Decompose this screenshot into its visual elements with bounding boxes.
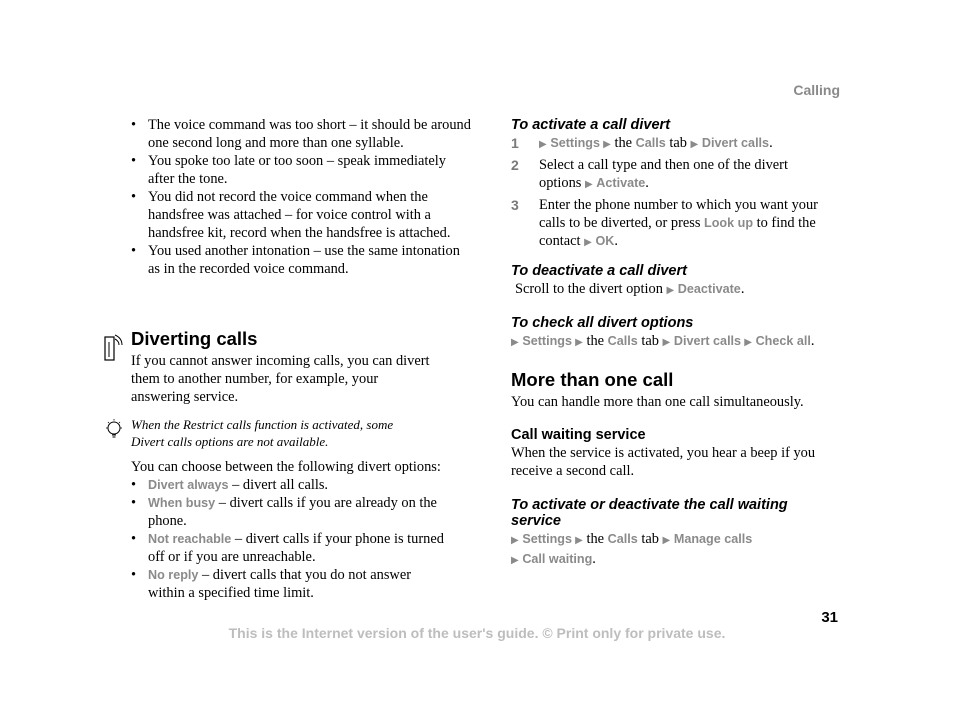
arrow-right-icon: ▶ bbox=[511, 535, 519, 546]
section-title: Calling bbox=[793, 82, 840, 98]
menu-item-when-busy: When busy bbox=[148, 496, 216, 510]
deactivate-divert-text: Scroll to the divert option ▶ Deactivate. bbox=[515, 281, 745, 297]
activate-call-waiting-path: ▶ Settings ▶ the Calls tab ▶ Manage calls ▶ Call waiting. bbox=[511, 531, 753, 567]
list-item: • You spoke too late or too soon – speak immediately after the tone. bbox=[131, 153, 446, 187]
list-item: • You did not record the voice command when the handsfree was attached – for voice control with a handsfree kit, record when the handsfree is attached. bbox=[131, 189, 451, 241]
arrow-right-icon: ▶ bbox=[539, 139, 547, 150]
deactivate-divert-title: To deactivate a call divert bbox=[511, 263, 687, 279]
check-divert-title: To check all divert options bbox=[511, 315, 694, 331]
menu-item-divert-always: Divert always bbox=[148, 478, 229, 492]
step-item: 3 Enter the phone number to which you want your calls to be diverted, or press Look up to find the contact ▶ OK. bbox=[511, 197, 818, 249]
step-item: 2 Select a call type and then one of the divert options ▶ Activate. bbox=[511, 157, 788, 191]
list-item: • When busy – divert calls if you are already on the phone. bbox=[131, 495, 437, 529]
list-item: • The voice command was too short – it should be around one second long and more than one syllable. bbox=[131, 117, 471, 151]
activate-call-waiting-title: To activate or deactivate the call waiting service bbox=[511, 497, 788, 529]
arrow-right-icon: ▶ bbox=[662, 337, 671, 348]
menu-item-no-reply: No reply bbox=[148, 568, 199, 582]
intro-bullet-list bbox=[131, 116, 471, 278]
arrow-right-icon: ▶ bbox=[584, 237, 592, 248]
divert-options bbox=[131, 476, 451, 602]
copyright-notice: This is the Internet version of the user's guide. © Print only for private use. bbox=[228, 625, 726, 641]
activate-divert-steps bbox=[511, 134, 831, 252]
list-item: • Not reachable – divert calls if your phone is turned off or if you are unreachable. bbox=[131, 531, 444, 565]
arrow-right-icon: ▶ bbox=[511, 337, 519, 348]
diverting-calls-heading: Diverting calls bbox=[131, 328, 258, 349]
more-than-one-call-heading: More than one call bbox=[511, 369, 674, 390]
step-list bbox=[511, 134, 831, 252]
arrow-right-icon: ▶ bbox=[572, 337, 583, 348]
arrow-right-icon: ▶ bbox=[666, 285, 675, 296]
phone-icon bbox=[101, 332, 125, 362]
list-item: • Divert always – divert all calls. bbox=[131, 477, 329, 493]
list-item: • No reply – divert calls that you do not answer within a specified time limit. bbox=[131, 567, 412, 601]
step-item: 1 ▶ Settings ▶ the Calls tab ▶ Divert calls. bbox=[511, 135, 773, 151]
divert-option-list bbox=[131, 476, 451, 602]
page-number: 31 bbox=[821, 609, 838, 626]
arrow-right-icon: ▶ bbox=[662, 535, 671, 546]
arrow-right-icon: ▶ bbox=[690, 139, 699, 150]
arrow-right-icon: ▶ bbox=[572, 535, 583, 546]
arrow-right-icon: ▶ bbox=[511, 555, 519, 566]
menu-item-not-reachable: Not reachable bbox=[148, 532, 232, 546]
call-waiting-title: Call waiting service bbox=[511, 427, 646, 443]
activate-divert-title: To activate a call divert bbox=[511, 117, 671, 133]
list-item: • You used another intonation – use the same intonation as in the recorded voice command. bbox=[131, 243, 460, 277]
arrow-right-icon: ▶ bbox=[584, 179, 593, 190]
tip-note: When the Restrict calls function is activated, some Divert calls options are not available. bbox=[131, 417, 394, 449]
tip-icon bbox=[104, 418, 124, 440]
check-divert-path: ▶ Settings ▶ the Calls tab ▶ Divert calls ▶ Check all. bbox=[511, 333, 815, 349]
left-column bbox=[131, 116, 471, 278]
call-waiting-text: When the service is activated, you hear a beep if you receive a second call. bbox=[511, 445, 816, 479]
divert-options-intro: You can choose between the following divert options: bbox=[131, 459, 441, 475]
diverting-calls-description: If you cannot answer incoming calls, you can divert them to another number, for example, your answering service. bbox=[131, 353, 430, 405]
more-than-one-call-text: You can handle more than one call simultaneously. bbox=[511, 394, 804, 410]
arrow-right-icon: ▶ bbox=[600, 139, 611, 150]
arrow-right-icon: ▶ bbox=[741, 337, 752, 348]
